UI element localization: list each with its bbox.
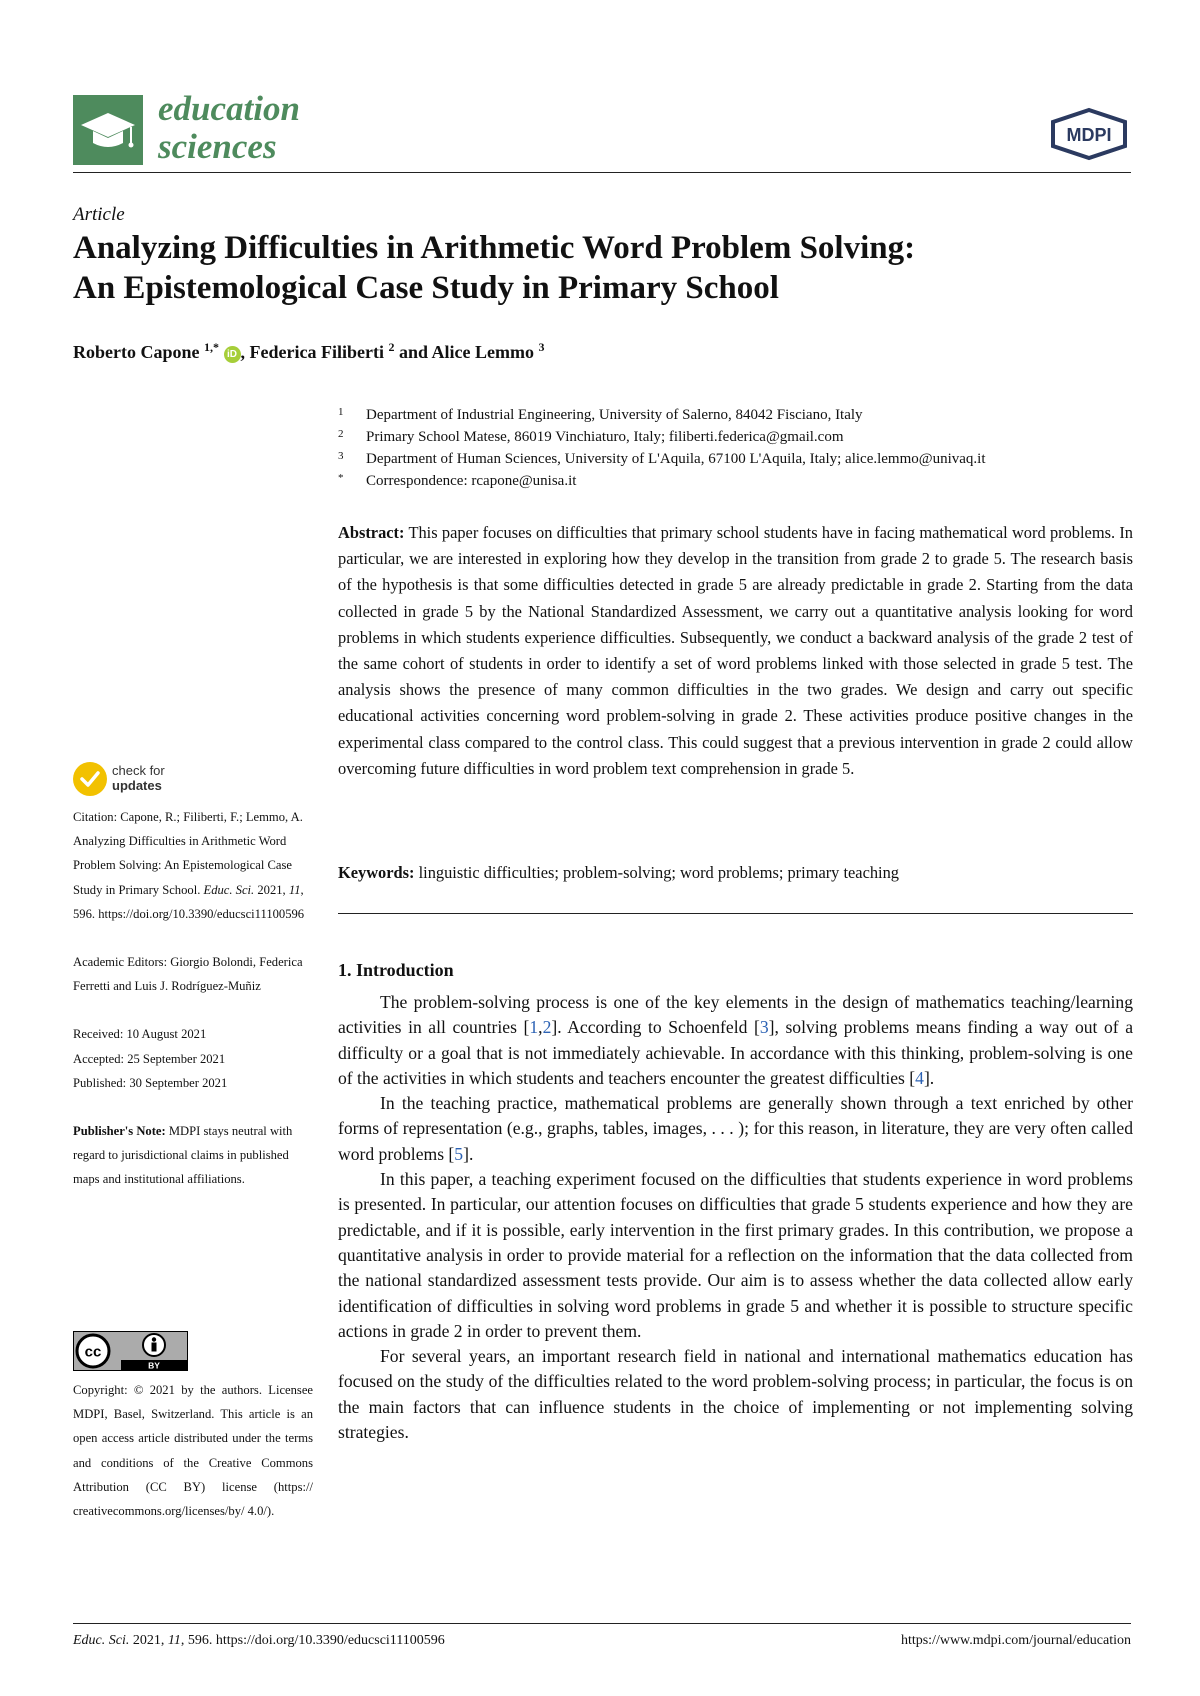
author-separator: and	[394, 342, 432, 362]
affiliation-item	[338, 448, 1138, 470]
abstract-label: Abstract:	[338, 523, 405, 542]
check-updates-line1: check for	[112, 763, 165, 778]
paragraph-text: ], solving problems means finding a way out of a difficulty or a goal that is not immediately achievable. In accordance with this thinking, problem-solving is one of the activities in which students and teachers encounter the greatest difficulties [	[338, 1017, 1134, 1088]
paragraph	[338, 1091, 1133, 1167]
citation-link[interactable]: 3	[759, 1017, 769, 1038]
citation-journal: Educ. Sci.	[203, 882, 255, 897]
header-divider	[73, 172, 1131, 173]
citation-volume: 11	[288, 882, 301, 897]
footer-year: 2021,	[129, 1633, 168, 1648]
title-line-1: Analyzing Difficulties in Arithmetic Word Problem Solving:	[73, 230, 916, 266]
mdpi-logo-text: MDPI	[1066, 125, 1112, 145]
citation-link[interactable]: 4	[915, 1067, 924, 1088]
author-name[interactable]: Alice Lemmo	[431, 342, 534, 362]
copyright-text: Copyright: © 2021 by the authors. Licensee MDPI, Basel, Switzerland. This article is an open access article distributed under the terms and conditions of the Creative Commons Attribution (CC BY) license (https:// creativecommons.org/licenses/by/ 4.0/).	[73, 1383, 313, 1519]
citation-doi[interactable]: , 596. https://doi.org/10.3390/educsci11100596	[73, 882, 305, 921]
journal-name	[158, 90, 300, 166]
journal-name-line2: sciences	[158, 127, 277, 166]
section-heading: 1. Introduction	[338, 960, 454, 980]
affiliation-number: 2	[338, 428, 344, 440]
citation-link[interactable]: 2	[542, 1017, 552, 1038]
affiliation-item	[338, 470, 1138, 492]
author-name[interactable]: Federica Filiberti	[249, 342, 384, 362]
affiliation-item	[338, 426, 1138, 448]
abstract-text: This paper focuses on difficulties that primary school students have in facing mathematical word problems. In particular, we are interested in exploring how they develop in the transition from grade 2 to grade 5. The research basis of the hypothesis is that some difficulties detected in grade 5 are already predictable in grade 2. Starting from the data collected in grade 5 by the National Standardized Assessment, we carry out a quantitative analysis looking for word problems in which students experience difficulties. Subsequently, we conduct a backward analysis of the grade 2 test of the same cohort of students in order to identify a set of word problems linked with those selected in grade 5 test. The analysis shows the presence of many common difficulties in the two grades. We design and carry out specific educational activities concerning word problem-solving in grade 2. These activities produce positive changes in the experimental class compared to the control class. This could suggest that a previous intervention in grade 2 could allow overcoming future difficulties in word problem text comprehension in grade 5.	[338, 523, 1133, 778]
affiliation-number: 3	[338, 450, 344, 462]
body-text	[338, 990, 1133, 1445]
footer-volume: 11	[167, 1633, 181, 1648]
paragraph-text: In the teaching practice, mathematical problems are generally shown through a text enriched by other forms of representation (e.g., graphs, tables, images, . . . ); for this reason, in literature, they are very often called word problems [	[338, 1093, 1133, 1164]
citation-link[interactable]: 5	[454, 1143, 464, 1164]
author-separator: ,	[240, 342, 250, 362]
footer-citation	[73, 1633, 445, 1649]
paragraph-text: ]. According to Schoenfeld [	[551, 1017, 760, 1038]
citation-link[interactable]: 1	[529, 1017, 539, 1038]
article-type: Article	[73, 204, 125, 225]
author-sup: 1,*	[204, 340, 219, 354]
author-sup: 3	[538, 340, 545, 354]
mdpi-logo	[1047, 107, 1131, 161]
keywords-text: linguistic difficulties; problem-solving; word problems; primary teaching	[414, 863, 899, 882]
keywords-label: Keywords:	[338, 863, 415, 882]
footer-doi[interactable]: , 596. https://doi.org/10.3390/educsci11100596	[180, 1633, 445, 1648]
paragraph-text: ,	[538, 1017, 543, 1038]
editors-block: Academic Editors: Giorgio Bolondi, Federica Ferretti and Luis J. Rodríguez-Muñiz	[73, 955, 303, 994]
citation-text: Citation: Capone, R.; Filiberti, F.; Lemmo, A. Analyzing Difficulties in Arithmetic Word Problem Solving: An Epistemological Case Study in Primary School.	[73, 810, 303, 897]
affiliation-text: Correspondence: rcapone@unisa.it	[366, 473, 577, 489]
author-sup: 2	[388, 340, 395, 354]
keywords	[338, 860, 1133, 886]
graduation-cap-icon	[73, 95, 143, 165]
publisher-note-text: MDPI stays neutral with regard to jurisdictional claims in published maps and institutional affiliations.	[73, 1124, 293, 1187]
footer-journal-url[interactable]: https://www.mdpi.com/journal/education	[900, 1633, 1131, 1648]
affiliation-text: Department of Human Sciences, University of L'Aquila, 67100 L'Aquila, Italy; alice.lemmo@univaq.it	[366, 451, 986, 467]
publisher-note-label: Publisher's Note:	[73, 1124, 166, 1139]
cc-by-license-icon[interactable]	[73, 1331, 188, 1371]
affiliations	[338, 404, 1138, 492]
cc-by-label: BY	[148, 1360, 160, 1371]
affiliation-number: 1	[338, 406, 344, 418]
dates-block	[73, 1022, 313, 1095]
journal-name-line1: education	[158, 89, 300, 128]
paragraph-text: ].	[463, 1143, 474, 1164]
published-date: Published: 30 September 2021	[73, 1075, 228, 1090]
accepted-date: Accepted: 25 September 2021	[73, 1051, 226, 1066]
journal-logo-icon	[73, 95, 143, 165]
paper-title	[73, 228, 1133, 308]
checkmark-icon	[73, 762, 107, 796]
paragraph-text: ].	[923, 1067, 935, 1088]
affiliation-number: *	[338, 472, 344, 484]
affiliation-text: Primary School Matese, 86019 Vinchiaturo, Italy; filiberti.federica@gmail.com	[366, 429, 844, 445]
paragraph: In this paper, a teaching experiment focused on the difficulties that students experience in word problems is presented. In particular, our attention focuses on difficulties that grade 5 students experience and how they are predictable, and if it is possible, early intervention in the first primary grades. In this contribution, we propose a quantitative analysis in order to provide material for a reflection on the information that the data collected from the national standardized assessment tests provide. Our aim is to assess whether the data collected allow early identification of difficulties in solving word problems in grade 5 and whether it is possible to structure specific actions in grade 2 in order to prevent them.	[338, 1169, 1133, 1341]
affiliation-item	[338, 404, 1138, 426]
cc-symbol: cc	[84, 1343, 102, 1361]
author-name[interactable]: Roberto Capone	[73, 342, 200, 362]
orcid-icon[interactable]: iD	[224, 346, 241, 363]
author-list	[73, 340, 544, 363]
citation-block	[73, 805, 313, 926]
check-updates-line2: updates	[112, 778, 162, 793]
abstract-divider	[338, 913, 1133, 914]
abstract	[338, 520, 1133, 782]
paragraph: For several years, an important research field in national and international mathematics education has focused on the study of the difficulties related to the word problem-solving process; in particular, the focus is on the main factors that can influence students in the choice of implementing or not implementing solving strategies.	[338, 1346, 1133, 1443]
publisher-note	[73, 1119, 313, 1192]
footer-divider	[73, 1623, 1131, 1624]
sidebar	[73, 805, 313, 1216]
affiliation-text: Department of Industrial Engineering, University of Salerno, 84042 Fisciano, Italy	[366, 407, 863, 423]
footer-journal: Educ. Sci.	[73, 1633, 130, 1648]
received-date: Received: 10 August 2021	[73, 1027, 207, 1042]
citation-year: 2021,	[254, 882, 289, 897]
paragraph	[338, 990, 1133, 1091]
paragraph-text: The problem-solving process is one of the key elements in the design of mathematics teaching/learning activities in all countries [	[338, 992, 1133, 1038]
check-updates-label	[112, 763, 165, 793]
title-line-2: An Epistemological Case Study in Primary School	[73, 270, 779, 306]
